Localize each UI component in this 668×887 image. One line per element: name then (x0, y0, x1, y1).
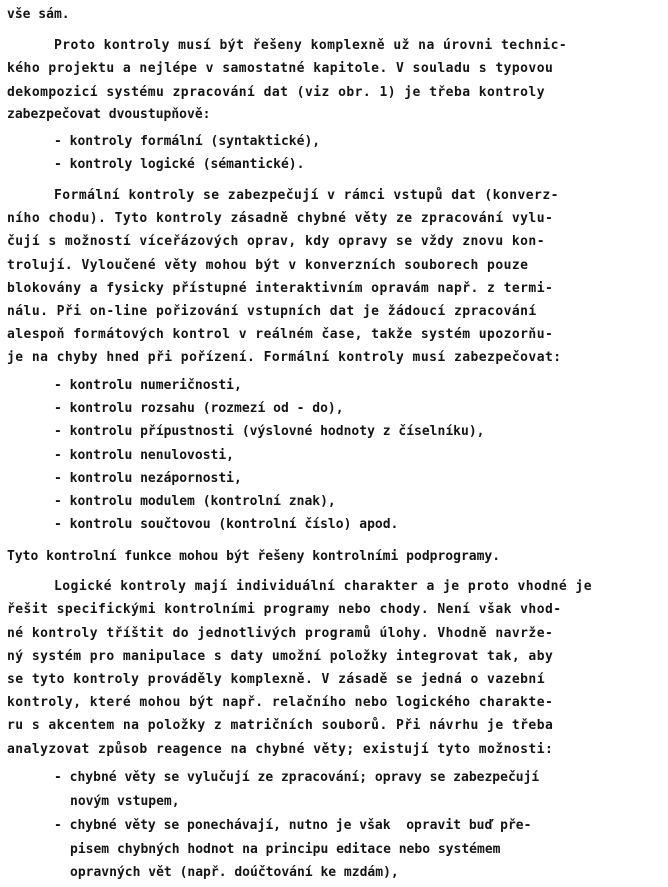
list-item: - kontrolu součtovou (kontrolní číslo) apod. (54, 517, 399, 532)
list-item: - kontrolu modulem (kontrolní znak), (54, 494, 336, 509)
text-line: se tyto kontroly prováděly komplexně. V zásadě se jedná o vazební (7, 672, 545, 687)
text-line: Tyto kontrolní funkce mohou být řešeny kontrolními podprogramy. (7, 549, 501, 564)
list-item: - kontrolu nezápornosti, (54, 471, 242, 486)
list-item: - kontrolu rozsahu (rozmezí od - do), (54, 401, 344, 416)
text-line: vše sám. (7, 7, 70, 22)
list-item: - kontroly logické (sémantické). (54, 157, 305, 172)
text-line: kého projektu a nejlépe v samostatné kapitole. V souladu s typovou (7, 61, 554, 76)
text-line: alespoň formátových kontrol v reálném čase, takže systém upozorňu- (7, 327, 554, 342)
text-line: Proto kontroly musí být řešeny komplexně už na úrovni technic- (54, 38, 568, 53)
text-line: je na chyby hned při pořízení. Formální kontroly musí zabezpečovat: (7, 350, 562, 365)
list-item: - kontrolu numeričnosti, (54, 378, 242, 393)
text-line: Formální kontroly se zabezpečují v rámci vstupů dat (konverz- (54, 188, 559, 203)
text-line: kontroly, které mohou být např. relačního nebo logického charakte- (7, 695, 554, 710)
text-line: ný systém pro manipulace s daty umožní položky integrovat tak, aby (7, 649, 554, 664)
text-line: blokovány a fysicky přístupné interaktivním opravám např. z termi- (7, 281, 554, 296)
text-line: nálu. Při on-line pořizování vstupních dat je žádoucí zpracování (7, 304, 537, 319)
text-line: řešit specifickými kontrolními programy nebo chody. Není však vhod- (7, 602, 562, 617)
text-line: trolují. Vyloučené věty mohou být v konverzních souborech pouze (7, 258, 529, 273)
text-line: čují s možností víceřázových oprav, kdy opravy se vždy znovu kon- (7, 234, 545, 249)
list-item-continuation: opravných vět (např. doúčtování ke mzdám), (70, 865, 399, 880)
list-item: - chybné věty se ponechávají, nutno je však opravit buď pře- (54, 818, 532, 833)
list-item: - chybné věty se vylučují ze zpracování; opravy se zabezpečují (54, 770, 540, 785)
text-line: ru s akcentem na položky z matričních souborů. Při návrhu je třeba (7, 718, 554, 733)
list-item-continuation: pisem chybných hodnot na principu editace nebo systémem (70, 842, 501, 857)
text-line: zabezpečovat dvoustupňově: (7, 107, 211, 122)
list-item: - kontrolu nenulovosti, (54, 448, 235, 463)
text-line: ního chodu). Tyto kontroly zásadně chybné věty ze zpracování vylu- (7, 211, 554, 226)
text-line: Logické kontroly mají individuální charakter a je proto vhodné je (54, 579, 592, 594)
text-line: analyzovat způsob reagence na chybné věty; existují tyto možnosti: (7, 742, 554, 757)
list-item: - kontroly formální (syntaktické), (54, 134, 321, 149)
text-line: dekompozicí systému zpracování dat (viz obr. 1) je třeba kontroly (7, 85, 545, 100)
text-line: né kontroly tříštit do jednotlivých programů úlohy. Vhodně navrže- (7, 626, 554, 641)
list-item: - kontrolu přípustnosti (výslovné hodnoty z číselníku), (54, 424, 485, 439)
list-item-continuation: novým vstupem, (70, 794, 180, 809)
